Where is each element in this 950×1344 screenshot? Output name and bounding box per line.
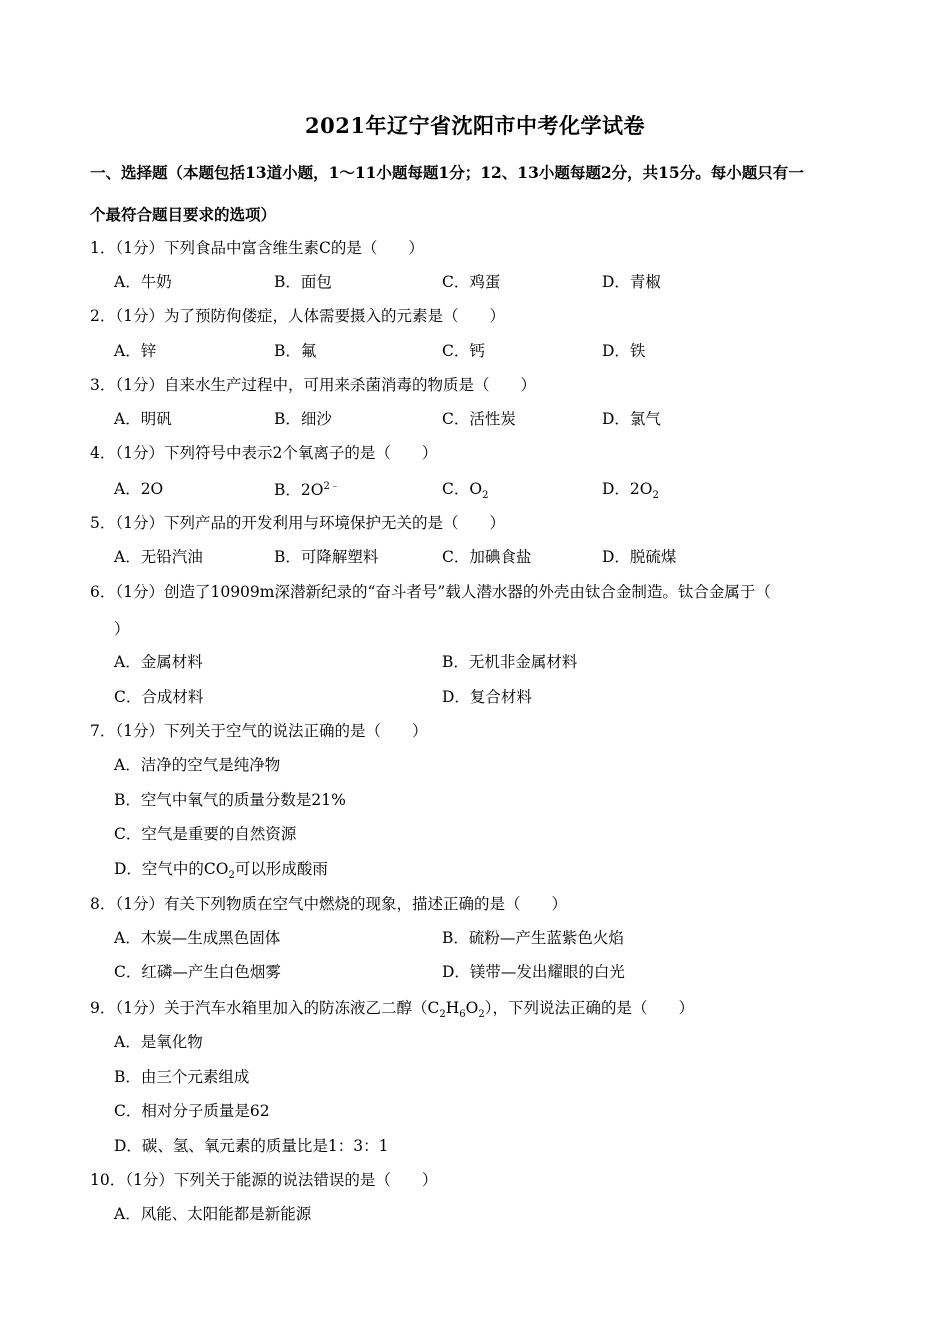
- q4-option-b-charge: 2﹣: [323, 481, 340, 492]
- question-2-stem: 2．（1分）为了预防佝偻症，人体需要摄入的元素是（ ）: [90, 307, 505, 325]
- q8-option-c: C．红磷—产生白色烟雾: [114, 963, 281, 981]
- question-6-stem-continued: ）: [114, 620, 130, 638]
- q5-option-b: B．可降解塑料: [274, 548, 379, 566]
- q1-option-d: D．青椒: [602, 273, 661, 291]
- q3-option-a: A．明矾: [114, 410, 172, 428]
- q3-option-c: C．活性炭: [442, 410, 516, 428]
- q4-option-d-text: D．2O: [602, 480, 653, 498]
- q2-option-d: D．铁: [602, 342, 646, 360]
- q6-option-c: C．合成材料: [114, 688, 204, 706]
- page-title: 2021年辽宁省沈阳市中考化学试卷: [305, 113, 645, 138]
- q9-option-a: A．是氧化物: [114, 1033, 203, 1051]
- q7-option-d-tail: 可以形成酸雨: [234, 860, 328, 878]
- q5-option-c: C．加碘食盐: [442, 548, 532, 566]
- q2-option-a: A．锌: [114, 342, 157, 360]
- q1-option-a: A．牛奶: [114, 273, 172, 291]
- question-1-stem: 1．（1分）下列食品中富含维生素C的是（ ）: [90, 239, 424, 257]
- question-8-stem: 8．（1分）有关下列物质在空气中燃烧的现象，描述正确的是（ ）: [90, 895, 567, 913]
- q4-option-c: [442, 477, 488, 501]
- q9-sub-1: 2: [439, 1009, 446, 1021]
- q9-sub-2: 6: [459, 1009, 466, 1021]
- q9-option-c: C．相对分子质量是62: [114, 1102, 270, 1120]
- section-heading: [90, 152, 865, 236]
- q7-option-b: B．空气中氧气的质量分数是21%: [114, 791, 346, 809]
- question-5-stem: 5．（1分）下列产品的开发利用与环境保护无关的是（ ）: [90, 514, 505, 532]
- q7-option-d-subscript: 2: [228, 870, 235, 882]
- q9-option-d: D．碳、氢、氧元素的质量比是1：3：1: [114, 1137, 389, 1155]
- q7-option-d: [114, 857, 328, 881]
- question-7-stem: 7．（1分）下列关于空气的说法正确的是（ ）: [90, 722, 428, 740]
- q4-option-a: A．2O: [114, 480, 164, 498]
- q9-stem-part-c: O: [465, 999, 479, 1017]
- question-3-stem: 3．（1分）自来水生产过程中，可用来杀菌消毒的物质是（ ）: [90, 376, 536, 394]
- q3-option-b: B．细沙: [274, 410, 332, 428]
- q9-stem-part-b: H: [445, 999, 460, 1017]
- q4-option-b: [274, 477, 340, 500]
- q7-option-d-text: D．空气中的CO: [114, 860, 229, 878]
- section-heading-line1: 一、选择题（本题包括13道小题，1～11小题每题1分；12、13小题每题2分，共15分。每小题只有一: [90, 163, 804, 182]
- q1-option-c: C．鸡蛋: [442, 273, 501, 291]
- q4-option-c-subscript: 2: [482, 490, 489, 502]
- question-10-stem: 10．（1分）下列关于能源的说法错误的是（ ）: [90, 1171, 438, 1189]
- q4-option-b-text: B．2O: [274, 481, 324, 500]
- question-4-stem: 4．（1分）下列符号中表示2个氧离子的是（ ）: [90, 444, 438, 462]
- q10-option-a: A．风能、太阳能都是新能源: [114, 1205, 312, 1223]
- q9-sub-3: 2: [478, 1009, 485, 1021]
- q1-option-b: B．面包: [274, 273, 332, 291]
- q9-option-b: B．由三个元素组成: [114, 1068, 250, 1086]
- q5-option-d: D．脱硫煤: [602, 548, 677, 566]
- question-6-stem: 6．（1分）创造了10909m深潜新纪录的“奋斗者号”载人潜水器的外壳由钛合金制造。钛合金属于（: [90, 583, 771, 601]
- q5-option-a: A．无铅汽油: [114, 548, 203, 566]
- q3-option-d: D．氯气: [602, 410, 661, 428]
- q7-option-c: C．空气是重要的自然资源: [114, 825, 297, 843]
- section-heading-line2: 个最符合题目要求的选项）: [90, 205, 277, 224]
- q4-option-c-text: C．O: [442, 480, 483, 498]
- q6-option-d: D．复合材料: [442, 688, 532, 706]
- q8-option-b: B．硫粉—产生蓝紫色火焰: [442, 929, 624, 947]
- q6-option-b: B．无机非金属材料: [442, 653, 578, 671]
- q9-stem-part-d: ），下列说法正确的是（ ）: [484, 999, 694, 1017]
- q8-option-a: A．木炭—生成黑色固体: [114, 929, 281, 947]
- question-9-stem: [90, 996, 865, 1020]
- q4-option-d: [602, 477, 659, 501]
- q9-stem-part-a: 9．（1分）关于汽车水箱里加入的防冻液乙二醇（C: [90, 999, 440, 1017]
- q8-option-d: D．镁带—发出耀眼的白光: [442, 963, 625, 981]
- q4-option-d-subscript: 2: [652, 490, 659, 502]
- q2-option-c: C．钙: [442, 342, 485, 360]
- q2-option-b: B．氟: [274, 342, 317, 360]
- q6-option-a: A．金属材料: [114, 653, 203, 671]
- q7-option-a: A．洁净的空气是纯净物: [114, 756, 281, 774]
